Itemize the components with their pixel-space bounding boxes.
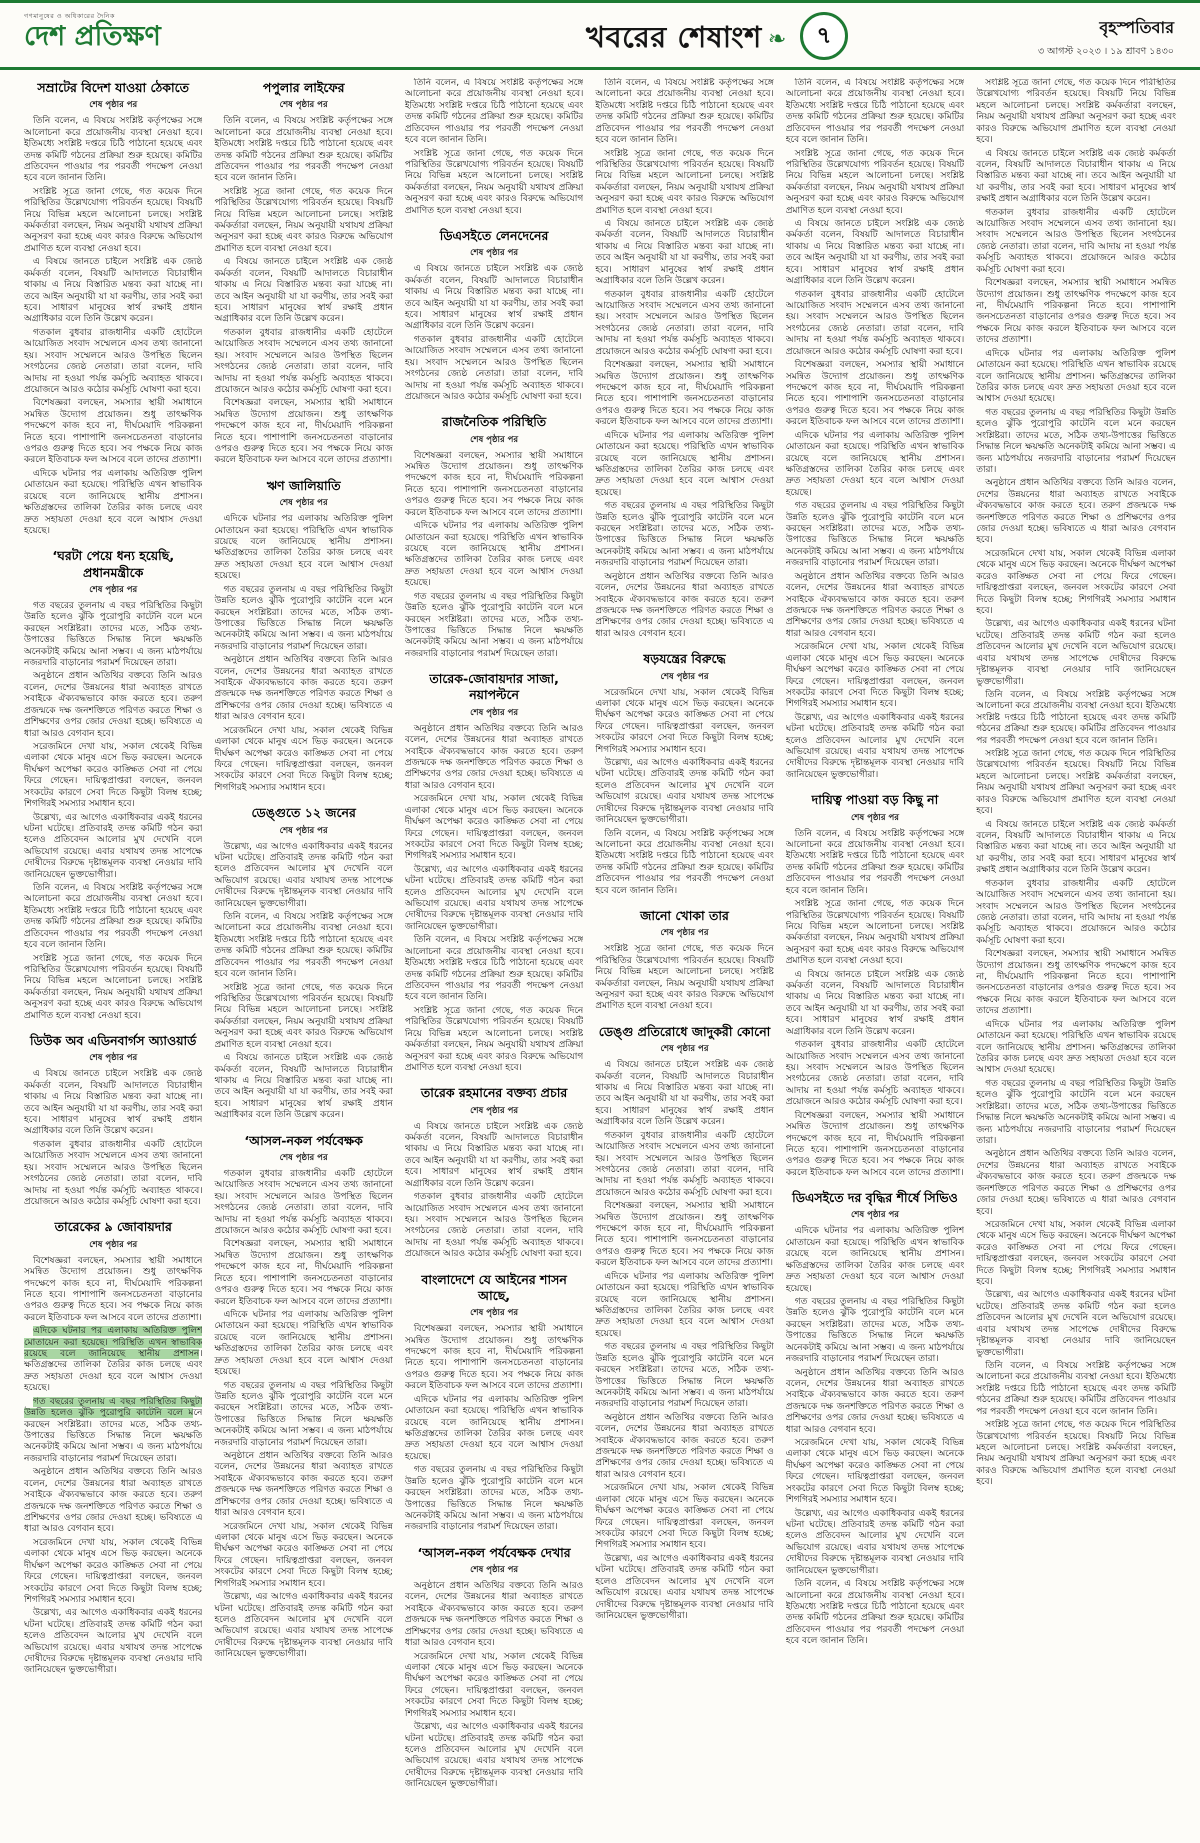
body-text: গতকাল বুধবার রাজধানীর একটি হোটেলে আয়োজিত সংবাদ সম্মেলনে এসব তথ্য জানানো হয়। সংবাদ সম্মেলনে আরও উপস্থিত ছিলেন সংগঠনের জ্যেষ্ঠ নেতারা। তারা বলেন, দাবি আদায় না হওয়া পর্যন্ত কর্মসূচি অব্যাহত থাকবে। প্রয়োজনে আরও কঠোর কর্মসূচি ঘোষণা করা হবে। bbox=[404, 334, 584, 402]
article-section bbox=[595, 651, 773, 897]
paper-tagline: গণমানুষের ও অধিকারের দৈনিক bbox=[24, 12, 115, 20]
body-text: সংশ্লিষ্ট সূত্রে জানা গেছে, গত কয়েক দিনে পরিস্থিতির উল্লেখযোগ্য পরিবর্তন হয়েছে। বিষয়টি নিয়ে বিভিন্ন মহলে আলোচনা চলছে। সংশ্লিষ্ট কর্মকর্তারা বলছেন, নিয়ম অনুযায়ী যথাযথ প্রক্রিয়া অনুসরণ করা হচ্ছে এবং কারও বিরুদ্ধে অভিযোগ প্রমাণিত হলে ব্যবস্থা নেওয়া হবে। bbox=[595, 944, 774, 1012]
news-column bbox=[786, 78, 964, 1830]
body-text: গত বছরের তুলনায় এ বছর পরিস্থিতির কিছুটা উন্নতি হলেও ঝুঁকি পুরোপুরি কাটেনি বলে মনে করছেন সংশ্লিষ্টরা। তাদের মতে, সঠিক তথ্য-উপাত্তের ভিত্তিতে সিদ্ধান্ত নিলে ক্ষয়ক্ষতি অনেকটাই কমিয়ে আনা সম্ভব। এ জন্য মাঠপর্যায়ে নজরদারি বাড়ানোর পরামর্শ দিয়েছেন তারা। bbox=[24, 1396, 203, 1464]
body-text: সরেজমিনে দেখা যায়, সকাল থেকেই বিভিন্ন এলাকা থেকে মানুষ এসে ভিড় করছেন। অনেকে দীর্ঘক্ষণ অপেক্ষা করেও কাঙ্ক্ষিত সেবা না পেয়ে ফিরে গেছেন। দায়িত্বপ্রাপ্তরা বলছেন, জনবল সংকটের কারণে সেবা দিতে কিছুটা বিলম্ব হচ্ছে; শিগগিরই সমস্যার সমাধান হবে। bbox=[976, 548, 1177, 616]
body-text: এদিকে ঘটনার পর এলাকায় অতিরিক্ত পুলিশ মোতায়েন করা হয়েছে। পরিস্থিতি এখন স্বাভাবিক রয়েছে বলে জানিয়েছে স্থানীয় প্রশাসন। ক্ষতিগ্রস্তদের তালিকা তৈরির কাজ চলছে এবং দ্রুত সহায়তা দেওয়া হবে বলে আশ্বাস দেওয়া হয়েছে। bbox=[976, 1019, 1177, 1076]
news-column bbox=[405, 78, 583, 1830]
body-text: গতকাল বুধবার রাজধানীর একটি হোটেলে আয়োজিত সংবাদ সম্মেলনে এসব তথ্য জানানো হয়। সংবাদ সম্মেলনে আরও উপস্থিত ছিলেন সংগঠনের জ্যেষ্ঠ নেতারা। তারা বলেন, দাবি আদায় না হওয়া পর্যন্ত কর্মসূচি অব্যাহত থাকবে। প্রয়োজনে আরও কঠোর কর্মসূচি ঘোষণা করা হবে। bbox=[595, 1130, 774, 1198]
body-text: এ বিষয়ে জানতে চাইলে সংশ্লিষ্ট এক জ্যেষ্ঠ কর্মকর্তা বলেন, বিষয়টি আদালতে বিচারাধীন থাকায় এ নিয়ে বিস্তারিত মন্তব্য করা যাচ্ছে না। তবে আইন অনুযায়ী যা যা করণীয়, তার সবই করা হবে। সাধারণ মানুষের স্বার্থ রক্ষাই প্রধান অগ্রাধিকার বলে তিনি উল্লেখ করেন। bbox=[976, 148, 1177, 205]
body-text: গত বছরের তুলনায় এ বছর পরিস্থিতির কিছুটা উন্নতি হলেও ঝুঁকি পুরোপুরি কাটেনি বলে মনে করছেন সংশ্লিষ্টরা। তাদের মতে, সঠিক তথ্য-উপাত্তের ভিত্তিতে সিদ্ধান্ত নিলে ক্ষয়ক্ষতি অনেকটাই কমিয়ে আনা সম্ভব। এ জন্য মাঠপর্যায়ে নজরদারি বাড়ানোর পরামর্শ দিয়েছেন তারা। bbox=[214, 584, 393, 652]
body-text: এ বিষয়ে জানতে চাইলে সংশ্লিষ্ট এক জ্যেষ্ঠ কর্মকর্তা বলেন, বিষয়টি আদালতে বিচারাধীন থাকায় এ নিয়ে বিস্তারিত মন্তব্য করা যাচ্ছে না। তবে আইন অনুযায়ী যা যা করণীয়, তার সবই করা হবে। সাধারণ মানুষের স্বার্থ রক্ষাই প্রধান অগ্রাধিকার বলে তিনি উল্লেখ করেন। bbox=[785, 969, 965, 1037]
body-text: এদিকে ঘটনার পর এলাকায় অতিরিক্ত পুলিশ মোতায়েন করা হয়েছে। পরিস্থিতি এখন স্বাভাবিক রয়েছে বলে জানিয়েছে স্থানীয় প্রশাসন। ক্ষতিগ্রস্তদের তালিকা তৈরির কাজ চলছে এবং দ্রুত সহায়তা দেওয়া হবে বলে আশ্বাস দেওয়া হয়েছে। bbox=[404, 1394, 584, 1462]
body-text: তিনি বলেন, এ বিষয়ে সংশ্লিষ্ট কর্তৃপক্ষের সঙ্গে আলোচনা করে প্রয়োজনীয় ব্যবস্থা নেওয়া হবে। ইতিমধ্যে সংশ্লিষ্ট দপ্তরে চিঠি পাঠানো হয়েছে এবং তদন্ত কমিটি গঠনের প্রক্রিয়া শুরু হয়েছে। কমিটির প্রতিবেদন পাওয়ার পর পরবর্তী পদক্ষেপ নেওয়া হবে বলে জানান তিনি। bbox=[785, 78, 965, 146]
date-block bbox=[1038, 15, 1174, 60]
news-column bbox=[24, 78, 202, 1830]
body-text: গতকাল বুধবার রাজধানীর একটি হোটেলে আয়োজিত সংবাদ সম্মেলনে এসব তথ্য জানানো হয়। সংবাদ সম্মেলনে আরও উপস্থিত ছিলেন সংগঠনের জ্যেষ্ঠ নেতারা। তারা বলেন, দাবি আদায় না হওয়া পর্যন্ত কর্মসূচি অব্যাহত থাকবে। প্রয়োজনে আরও কঠোর কর্মসূচি ঘোষণা করা হবে। bbox=[24, 1139, 203, 1208]
body-text: তিনি বলেন, এ বিষয়ে সংশ্লিষ্ট কর্তৃপক্ষের সঙ্গে আলোচনা করে প্রয়োজনীয় ব্যবস্থা নেওয়া হবে। ইতিমধ্যে সংশ্লিষ্ট দপ্তরে চিঠি পাঠানো হয়েছে এবং তদন্ত কমিটি গঠনের প্রক্রিয়া শুরু হয়েছে। কমিটির প্রতিবেদন পাওয়ার পর পরবর্তী পদক্ষেপ নেওয়া হবে বলে জানান তিনি। bbox=[404, 78, 584, 146]
body-text: সংশ্লিষ্ট সূত্রে জানা গেছে, গত কয়েক দিনে পরিস্থিতির উল্লেখযোগ্য পরিবর্তন হয়েছে। বিষয়টি নিয়ে বিভিন্ন মহলে আলোচনা চলছে। সংশ্লিষ্ট কর্মকর্তারা বলছেন, নিয়ম অনুযায়ী যথাযথ প্রক্রিয়া অনুসরণ করা হচ্ছে এবং কারও বিরুদ্ধে অভিযোগ প্রমাণিত হলে ব্যবস্থা নেওয়া হবে। bbox=[785, 899, 965, 967]
article-headline: তারেকের ৯ জোবায়দার bbox=[54, 1219, 172, 1235]
news-column bbox=[976, 78, 1176, 1830]
section-title: খবরের শেষাংশ bbox=[586, 20, 762, 54]
article-headline: ‘ঘরটা পেয়ে ধন্য হয়েছি, প্রধানমন্ত্রীকে bbox=[52, 548, 175, 580]
article-section bbox=[214, 1133, 392, 1661]
body-text: গতকাল বুধবার রাজধানীর একটি হোটেলে আয়োজিত সংবাদ সম্মেলনে এসব তথ্য জানানো হয়। সংবাদ সম্মেলনে আরও উপস্থিত ছিলেন সংগঠনের জ্যেষ্ঠ নেতারা। তারা বলেন, দাবি আদায় না হওয়া পর্যন্ত কর্মসূচি অব্যাহত থাকবে। প্রয়োজনে আরও কঠোর কর্মসূচি ঘোষণা করা হবে। bbox=[976, 207, 1177, 275]
body-text: গত বছরের তুলনায় এ বছর পরিস্থিতির কিছুটা উন্নতি হলেও ঝুঁকি পুরোপুরি কাটেনি বলে মনে করছেন সংশ্লিষ্টরা। তাদের মতে, সঠিক তথ্য-উপাত্তের ভিত্তিতে সিদ্ধান্ত নিলে ক্ষয়ক্ষতি অনেকটাই কমিয়ে আনা সম্ভব। এ জন্য মাঠপর্যায়ে নজরদারি বাড়ানোর পরামর্শ দিয়েছেন তারা। bbox=[976, 407, 1177, 475]
continued-from-label: শেষ পৃষ্ঠার পর bbox=[660, 1044, 709, 1055]
article-section bbox=[214, 478, 392, 794]
body-text: এ বিষয়ে জানতে চাইলে সংশ্লিষ্ট এক জ্যেষ্ঠ কর্মকর্তা বলেন, বিষয়টি আদালতে বিচারাধীন থাকায় এ নিয়ে বিস্তারিত মন্তব্য করা যাচ্ছে না। তবে আইন অনুযায়ী যা যা করণীয়, তার সবই করা হবে। সাধারণ মানুষের স্বার্থ রক্ষাই প্রধান অগ্রাধিকার বলে তিনি উল্লেখ করেন। bbox=[404, 264, 584, 332]
continued-from-label: শেষ পৃষ্ঠার পর bbox=[89, 1239, 138, 1250]
continued-from-label: শেষ পৃষ্ঠার পর bbox=[470, 707, 519, 718]
body-text: গত বছরের তুলনায় এ বছর পরিস্থিতির কিছুটা উন্নতি হলেও ঝুঁকি পুরোপুরি কাটেনি বলে মনে করছেন সংশ্লিষ্টরা। তাদের মতে, সঠিক তথ্য-উপাত্তের ভিত্তিতে সিদ্ধান্ত নিলে ক্ষয়ক্ষতি অনেকটাই কমিয়ে আনা সম্ভব। এ জন্য মাঠপর্যায়ে নজরদারি বাড়ানোর পরামর্শ দিয়েছেন তারা। bbox=[785, 1297, 965, 1365]
body-text: সরেজমিনে দেখা যায়, সকাল থেকেই বিভিন্ন এলাকা থেকে মানুষ এসে ভিড় করছেন। অনেকে দীর্ঘক্ষণ অপেক্ষা করেও কাঙ্ক্ষিত সেবা না পেয়ে ফিরে গেছেন। দায়িত্বপ্রাপ্তরা বলছেন, জনবল সংকটের কারণে সেবা দিতে কিছুটা বিলম্ব হচ্ছে; শিগগিরই সমস্যার সমাধান হবে। bbox=[976, 1219, 1177, 1288]
body-text: গত বছরের তুলনায় এ বছর পরিস্থিতির কিছুটা উন্নতি হলেও ঝুঁকি পুরোপুরি কাটেনি বলে মনে করছেন সংশ্লিষ্টরা। তাদের মতে, সঠিক তথ্য-উপাত্তের ভিত্তিতে সিদ্ধান্ত নিলে ক্ষয়ক্ষতি অনেকটাই কমিয়ে আনা সম্ভব। এ জন্য মাঠপর্যায়ে নজরদারি বাড়ানোর পরামর্শ দিয়েছেন তারা। bbox=[595, 501, 774, 569]
body-text: অনুষ্ঠানে প্রধান অতিথির বক্তব্যে তিনি আরও বলেন, দেশের উন্নয়নের ধারা অব্যাহত রাখতে সবাইকে ঐক্যবদ্ধভাবে কাজ করতে হবে। তরুণ প্রজন্মকে দক্ষ জনশক্তিতে পরিণত করতে শিক্ষা ও প্রশিক্ষণের ওপর জোর দেওয়া হচ্ছে। ভবিষ্যতে এ ধারা আরও বেগবান হবে। bbox=[214, 655, 393, 723]
article-headline: ঋণ জালিয়াতি bbox=[266, 477, 341, 493]
article-headline: জানো খোকা তার bbox=[640, 908, 729, 924]
body-text: এ বিষয়ে জানতে চাইলে সংশ্লিষ্ট এক জ্যেষ্ঠ কর্মকর্তা বলেন, বিষয়টি আদালতে বিচারাধীন থাকায় এ নিয়ে বিস্তারিত মন্তব্য করা যাচ্ছে না। তবে আইন অনুযায়ী যা যা করণীয়, তার সবই করা হবে। সাধারণ মানুষের স্বার্থ রক্ষাই প্রধান অগ্রাধিকার বলে তিনি উল্লেখ করেন। bbox=[785, 219, 965, 287]
continued-from-label: শেষ পৃষ্ঠার পর bbox=[850, 812, 899, 823]
body-text: সংশ্লিষ্ট সূত্রে জানা গেছে, গত কয়েক দিনে পরিস্থিতির উল্লেখযোগ্য পরিবর্তন হয়েছে। বিষয়টি নিয়ে বিভিন্ন মহলে আলোচনা চলছে। সংশ্লিষ্ট কর্মকর্তারা বলছেন, নিয়ম অনুযায়ী যথাযথ প্রক্রিয়া অনুসরণ করা হচ্ছে এবং কারও বিরুদ্ধে অভিযোগ প্রমাণিত হলে ব্যবস্থা নেওয়া হবে। bbox=[976, 78, 1177, 146]
body-text: অনুষ্ঠানে প্রধান অতিথির বক্তব্যে তিনি আরও বলেন, দেশের উন্নয়নের ধারা অব্যাহত রাখতে সবাইকে ঐক্যবদ্ধভাবে কাজ করতে হবে। তরুণ প্রজন্মকে দক্ষ জনশক্তিতে পরিণত করতে শিক্ষা ও প্রশিক্ষণের ওপর জোর দেওয়া হচ্ছে। ভবিষ্যতে এ ধারা আরও বেগবান হবে। bbox=[976, 478, 1177, 546]
continued-from-label: শেষ পৃষ্ঠার পর bbox=[89, 100, 138, 111]
body-text: গত বছরের তুলনায় এ বছর পরিস্থিতির কিছুটা উন্নতি হলেও ঝুঁকি পুরোপুরি কাটেনি বলে মনে করছেন সংশ্লিষ্টরা। তাদের মতে, সঠিক তথ্য-উপাত্তের ভিত্তিতে সিদ্ধান্ত নিলে ক্ষয়ক্ষতি অনেকটাই কমিয়ে আনা সম্ভব। এ জন্য মাঠপর্যায়ে নজরদারি বাড়ানোর পরামর্শ দিয়েছেন তারা। bbox=[24, 600, 203, 669]
body-text: এদিকে ঘটনার পর এলাকায় অতিরিক্ত পুলিশ মোতায়েন করা হয়েছে। পরিস্থিতি এখন স্বাভাবিক রয়েছে বলে জানিয়েছে স্থানীয় প্রশাসন। ক্ষতিগ্রস্তদের তালিকা তৈরির কাজ চলছে এবং দ্রুত সহায়তা দেওয়া হবে বলে আশ্বাস দেওয়া হয়েছে। bbox=[595, 430, 774, 498]
article-section bbox=[405, 78, 583, 217]
body-text: বিশেষজ্ঞরা বলছেন, সমস্যার স্থায়ী সমাধানে সমন্বিত উদ্যোগ প্রয়োজন। শুধু তাৎক্ষণিক পদক্ষেপে কাজ হবে না, দীর্ঘমেয়াদি পরিকল্পনা নিতে হবে। পাশাপাশি জনসচেতনতা বাড়ানোর ওপরও গুরুত্ব দিতে হবে। সব পক্ষকে নিয়ে কাজ করলে ইতিবাচক ফল আসবে বলে তাদের প্রত্যাশা। bbox=[214, 1239, 393, 1307]
body-text: সরেজমিনে দেখা যায়, সকাল থেকেই বিভিন্ন এলাকা থেকে মানুষ এসে ভিড় করছেন। অনেকে দীর্ঘক্ষণ অপেক্ষা করেও কাঙ্ক্ষিত সেবা না পেয়ে ফিরে গেছেন। দায়িত্বপ্রাপ্তরা বলছেন, জনবল সংকটের কারণে সেবা দিতে কিছুটা বিলম্ব হচ্ছে; শিগগিরই সমস্যার সমাধান হবে। bbox=[24, 742, 203, 810]
body-text: তিনি বলেন, এ বিষয়ে সংশ্লিষ্ট কর্তৃপক্ষের সঙ্গে আলোচনা করে প্রয়োজনীয় ব্যবস্থা নেওয়া হবে। ইতিমধ্যে সংশ্লিষ্ট দপ্তরে চিঠি পাঠানো হয়েছে এবং তদন্ত কমিটি গঠনের প্রক্রিয়া শুরু হয়েছে। কমিটির প্রতিবেদন পাওয়ার পর পরবর্তী পদক্ষেপ নেওয়া হবে বলে জানান তিনি। bbox=[976, 1360, 1177, 1417]
article-headline: ডিএসইতে লেনদেনের bbox=[439, 228, 549, 244]
article-section bbox=[595, 908, 773, 1013]
continued-from-label: শেষ পৃষ্ঠার পর bbox=[470, 1565, 519, 1576]
article-headline: রাজনৈতিক পরিস্থিতি bbox=[441, 414, 547, 430]
body-text: অনুষ্ঠানে প্রধান অতিথির বক্তব্যে তিনি আরও বলেন, দেশের উন্নয়নের ধারা অব্যাহত রাখতে সবাইকে ঐক্যবদ্ধভাবে কাজ করতে হবে। তরুণ প্রজন্মকে দক্ষ জনশক্তিতে পরিণত করতে শিক্ষা ও প্রশিক্ষণের ওপর জোর দেওয়া হচ্ছে। ভবিষ্যতে এ ধারা আরও বেগবান হবে। bbox=[404, 723, 584, 791]
body-text: এদিকে ঘটনার পর এলাকায় অতিরিক্ত পুলিশ মোতায়েন করা হয়েছে। পরিস্থিতি এখন স্বাভাবিক রয়েছে বলে জানিয়েছে স্থানীয় প্রশাসন। ক্ষতিগ্রস্তদের তালিকা তৈরির কাজ চলছে এবং দ্রুত সহায়তা দেওয়া হবে বলে আশ্বাস দেওয়া হয়েছে। bbox=[214, 1309, 393, 1378]
body-text: এ বিষয়ে জানতে চাইলে সংশ্লিষ্ট এক জ্যেষ্ঠ কর্মকর্তা বলেন, বিষয়টি আদালতে বিচারাধীন থাকায় এ নিয়ে বিস্তারিত মন্তব্য করা যাচ্ছে না। তবে আইন অনুযায়ী যা যা করণীয়, তার সবই করা হবে। সাধারণ মানুষের স্বার্থ রক্ষাই প্রধান অগ্রাধিকার বলে তিনি উল্লেখ করেন। bbox=[214, 257, 393, 325]
body-text: গতকাল বুধবার রাজধানীর একটি হোটেলে আয়োজিত সংবাদ সম্মেলনে এসব তথ্য জানানো হয়। সংবাদ সম্মেলনে আরও উপস্থিত ছিলেন সংগঠনের জ্যেষ্ঠ নেতারা। তারা বলেন, দাবি আদায় না হওয়া পর্যন্ত কর্মসূচি অব্যাহত থাকবে। প্রয়োজনে আরও কঠোর কর্মসূচি ঘোষণা করা হবে। bbox=[214, 327, 393, 395]
continued-from-label: শেষ পৃষ্ঠার পর bbox=[279, 100, 328, 111]
body-text: তিনি বলেন, এ বিষয়ে সংশ্লিষ্ট কর্তৃপক্ষের সঙ্গে আলোচনা করে প্রয়োজনীয় ব্যবস্থা নেওয়া হবে। ইতিমধ্যে সংশ্লিষ্ট দপ্তরে চিঠি পাঠানো হয়েছে এবং তদন্ত কমিটি গঠনের প্রক্রিয়া শুরু হয়েছে। কমিটির প্রতিবেদন পাওয়ার পর পরবর্তী পদক্ষেপ নেওয়া হবে বলে জানান তিনি। bbox=[976, 689, 1177, 746]
body-text: উল্লেখ্য, এর আগেও একাধিকবার একই ধরনের ঘটনা ঘটেছে। প্রতিবারই তদন্ত কমিটি গঠন করা হলেও প্রতিবেদন আলোর মুখ দেখেনি বলে অভিযোগ রয়েছে। এবার যথাযথ তদন্ত সাপেক্ষে দোষীদের বিরুদ্ধে দৃষ্টান্তমূলক ব্যবস্থা নেওয়ার দাবি জানিয়েছেন ভুক্তভোগীরা। bbox=[976, 619, 1177, 687]
article-section bbox=[405, 671, 583, 1074]
body-text: গত বছরের তুলনায় এ বছর পরিস্থিতির কিছুটা উন্নতি হলেও ঝুঁকি পুরোপুরি কাটেনি বলে মনে করছেন সংশ্লিষ্টরা। তাদের মতে, সঠিক তথ্য-উপাত্তের ভিত্তিতে সিদ্ধান্ত নিলে ক্ষয়ক্ষতি অনেকটাই কমিয়ে আনা সম্ভব। এ জন্য মাঠপর্যায়ে নজরদারি বাড়ানোর পরামর্শ দিয়েছেন তারা। bbox=[404, 591, 584, 659]
body-text: তিনি বলেন, এ বিষয়ে সংশ্লিষ্ট কর্তৃপক্ষের সঙ্গে আলোচনা করে প্রয়োজনীয় ব্যবস্থা নেওয়া হবে। ইতিমধ্যে সংশ্লিষ্ট দপ্তরে চিঠি পাঠানো হয়েছে এবং তদন্ত কমিটি গঠনের প্রক্রিয়া শুরু হয়েছে। কমিটির প্রতিবেদন পাওয়ার পর পরবর্তী পদক্ষেপ নেওয়া হবে বলে জানান তিনি। bbox=[785, 1579, 965, 1647]
continued-from-label: শেষ পৃষ্ঠার পর bbox=[89, 584, 138, 595]
body-text: এ বিষয়ে জানতে চাইলে সংশ্লিষ্ট এক জ্যেষ্ঠ কর্মকর্তা বলেন, বিষয়টি আদালতে বিচারাধীন থাকায় এ নিয়ে বিস্তারিত মন্তব্য করা যাচ্ছে না। তবে আইন অনুযায়ী যা যা করণীয়, তার সবই করা হবে। সাধারণ মানুষের স্বার্থ রক্ষাই প্রধান অগ্রাধিকার বলে তিনি উল্লেখ করেন। bbox=[595, 219, 774, 287]
article-section bbox=[405, 228, 583, 403]
body-text: এদিকে ঘটনার পর এলাকায় অতিরিক্ত পুলিশ মোতায়েন করা হয়েছে। পরিস্থিতি এখন স্বাভাবিক রয়েছে বলে জানিয়েছে স্থানীয় প্রশাসন। ক্ষতিগ্রস্তদের তালিকা তৈরির কাজ চলছে এবং দ্রুত সহায়তা দেওয়া হবে বলে আশ্বাস দেওয়া হয়েছে। bbox=[595, 1271, 774, 1339]
body-text: সংশ্লিষ্ট সূত্রে জানা গেছে, গত কয়েক দিনে পরিস্থিতির উল্লেখযোগ্য পরিবর্তন হয়েছে। বিষয়টি নিয়ে বিভিন্ন মহলে আলোচনা চলছে। সংশ্লিষ্ট কর্মকর্তারা বলছেন, নিয়ম অনুযায়ী যথাযথ প্রক্রিয়া অনুসরণ করা হচ্ছে এবং কারও বিরুদ্ধে অভিযোগ প্রমাণিত হলে ব্যবস্থা নেওয়া হবে। bbox=[24, 953, 203, 1021]
body-text: গতকাল বুধবার রাজধানীর একটি হোটেলে আয়োজিত সংবাদ সম্মেলনে এসব তথ্য জানানো হয়। সংবাদ সম্মেলনে আরও উপস্থিত ছিলেন সংগঠনের জ্যেষ্ঠ নেতারা। তারা বলেন, দাবি আদায় না হওয়া পর্যন্ত কর্মসূচি অব্যাহত থাকবে। প্রয়োজনে আরও কঠোর কর্মসূচি ঘোষণা করা হবে। bbox=[214, 1168, 393, 1237]
continued-from-label: শেষ পৃষ্ঠার পর bbox=[279, 825, 328, 836]
article-headline: বাংলাদেশে যে আইনের শাসন আছে, bbox=[421, 1271, 567, 1303]
article-headline: ডিএসইতে দর বৃদ্ধির শীর্ষে সিভিও bbox=[792, 1190, 958, 1206]
body-text: বিশেষজ্ঞরা বলছেন, সমস্যার স্থায়ী সমাধানে সমন্বিত উদ্যোগ প্রয়োজন। শুধু তাৎক্ষণিক পদক্ষেপে কাজ হবে না, দীর্ঘমেয়াদি পরিকল্পনা নিতে হবে। পাশাপাশি জনসচেতনতা বাড়ানোর ওপরও গুরুত্ব দিতে হবে। সব পক্ষকে নিয়ে কাজ করলে ইতিবাচক ফল আসবে বলে তাদের প্রত্যাশা। bbox=[24, 398, 203, 466]
body-text: গত বছরের তুলনায় এ বছর পরিস্থিতির কিছুটা উন্নতি হলেও ঝুঁকি পুরোপুরি কাটেনি বলে মনে করছেন সংশ্লিষ্টরা। তাদের মতে, সঠিক তথ্য-উপাত্তের ভিত্তিতে সিদ্ধান্ত নিলে ক্ষয়ক্ষতি অনেকটাই কমিয়ে আনা সম্ভব। এ জন্য মাঠপর্যায়ে নজরদারি বাড়ানোর পরামর্শ দিয়েছেন তারা। bbox=[214, 1380, 393, 1448]
article-section bbox=[24, 80, 202, 537]
body-text: উল্লেখ্য, এর আগেও একাধিকবার একই ধরনের ঘটনা ঘটেছে। প্রতিবারই তদন্ত কমিটি গঠন করা হলেও প্রতিবেদন আলোর মুখ দেখেনি বলে অভিযোগ রয়েছে। এবার যথাযথ তদন্ত সাপেক্ষে দোষীদের বিরুদ্ধে দৃষ্টান্তমূলক ব্যবস্থা নেওয়ার দাবি জানিয়েছেন ভুক্তভোগীরা। bbox=[976, 1290, 1177, 1358]
body-text: এদিকে ঘটনার পর এলাকায় অতিরিক্ত পুলিশ মোতায়েন করা হয়েছে। পরিস্থিতি এখন স্বাভাবিক রয়েছে বলে জানিয়েছে স্থানীয় প্রশাসন। ক্ষতিগ্রস্তদের তালিকা তৈরির কাজ চলছে এবং দ্রুত সহায়তা দেওয়া হবে বলে আশ্বাস দেওয়া হয়েছে। bbox=[785, 1226, 965, 1294]
body-text: তিনি বলেন, এ বিষয়ে সংশ্লিষ্ট কর্তৃপক্ষের সঙ্গে আলোচনা করে প্রয়োজনীয় ব্যবস্থা নেওয়া হবে। ইতিমধ্যে সংশ্লিষ্ট দপ্তরে চিঠি পাঠানো হয়েছে এবং তদন্ত কমিটি গঠনের প্রক্রিয়া শুরু হয়েছে। কমিটির প্রতিবেদন পাওয়ার পর পরবর্তী পদক্ষেপ নেওয়া হবে বলে জানান তিনি। bbox=[24, 883, 203, 951]
body-text: এ বিষয়ে জানতে চাইলে সংশ্লিষ্ট এক জ্যেষ্ঠ কর্মকর্তা বলেন, বিষয়টি আদালতে বিচারাধীন থাকায় এ নিয়ে বিস্তারিত মন্তব্য করা যাচ্ছে না। তবে আইন অনুযায়ী যা যা করণীয়, তার সবই করা হবে। সাধারণ মানুষের স্বার্থ রক্ষাই প্রধান অগ্রাধিকার বলে তিনি উল্লেখ করেন। bbox=[24, 257, 203, 325]
body-text: বিশেষজ্ঞরা বলছেন, সমস্যার স্থায়ী সমাধানে সমন্বিত উদ্যোগ প্রয়োজন। শুধু তাৎক্ষণিক পদক্ষেপে কাজ হবে না, দীর্ঘমেয়াদি পরিকল্পনা নিতে হবে। পাশাপাশি জনসচেতনতা বাড়ানোর ওপরও গুরুত্ব দিতে হবে। সব পক্ষকে নিয়ে কাজ করলে ইতিবাচক ফল আসবে বলে তাদের প্রত্যাশা। bbox=[785, 1110, 965, 1178]
body-text: উল্লেখ্য, এর আগেও একাধিকবার একই ধরনের ঘটনা ঘটেছে। প্রতিবারই তদন্ত কমিটি গঠন করা হলেও প্রতিবেদন আলোর মুখ দেখেনি বলে অভিযোগ রয়েছে। এবার যথাযথ তদন্ত সাপেক্ষে দোষীদের বিরুদ্ধে দৃষ্টান্তমূলক ব্যবস্থা নেওয়ার দাবি জানিয়েছেন ভুক্তভোগীরা। bbox=[404, 1722, 584, 1790]
body-text: সংশ্লিষ্ট সূত্রে জানা গেছে, গত কয়েক দিনে পরিস্থিতির উল্লেখযোগ্য পরিবর্তন হয়েছে। বিষয়টি নিয়ে বিভিন্ন মহলে আলোচনা চলছে। সংশ্লিষ্ট কর্মকর্তারা বলছেন, নিয়ম অনুযায়ী যথাযথ প্রক্রিয়া অনুসরণ করা হচ্ছে এবং কারও বিরুদ্ধে অভিযোগ প্রমাণিত হলে ব্যবস্থা নেওয়া হবে। bbox=[24, 186, 203, 254]
body-text: বিশেষজ্ঞরা বলছেন, সমস্যার স্থায়ী সমাধানে সমন্বিত উদ্যোগ প্রয়োজন। শুধু তাৎক্ষণিক পদক্ষেপে কাজ হবে না, দীর্ঘমেয়াদি পরিকল্পনা নিতে হবে। পাশাপাশি জনসচেতনতা বাড়ানোর ওপরও গুরুত্ব দিতে হবে। সব পক্ষকে নিয়ে কাজ করলে ইতিবাচক ফল আসবে বলে তাদের প্রত্যাশা। bbox=[595, 360, 774, 428]
body-text: বিশেষজ্ঞরা বলছেন, সমস্যার স্থায়ী সমাধানে সমন্বিত উদ্যোগ প্রয়োজন। শুধু তাৎক্ষণিক পদক্ষেপে কাজ হবে না, দীর্ঘমেয়াদি পরিকল্পনা নিতে হবে। পাশাপাশি জনসচেতনতা বাড়ানোর ওপরও গুরুত্ব দিতে হবে। সব পক্ষকে নিয়ে কাজ করলে ইতিবাচক ফল আসবে বলে তাদের প্রত্যাশা। bbox=[976, 949, 1177, 1017]
body-text: এদিকে ঘটনার পর এলাকায় অতিরিক্ত পুলিশ মোতায়েন করা হয়েছে। পরিস্থিতি এখন স্বাভাবিক রয়েছে বলে জানিয়েছে স্থানীয় প্রশাসন। ক্ষতিগ্রস্তদের তালিকা তৈরির কাজ চলছে এবং দ্রুত সহায়তা দেওয়া হবে বলে আশ্বাস দেওয়া হয়েছে। bbox=[24, 1326, 203, 1394]
body-text: সংশ্লিষ্ট সূত্রে জানা গেছে, গত কয়েক দিনে পরিস্থিতির উল্লেখযোগ্য পরিবর্তন হয়েছে। বিষয়টি নিয়ে বিভিন্ন মহলে আলোচনা চলছে। সংশ্লিষ্ট কর্মকর্তারা বলছেন, নিয়ম অনুযায়ী যথাযথ প্রক্রিয়া অনুসরণ করা হচ্ছে এবং কারও বিরুদ্ধে অভিযোগ প্রমাণিত হলে ব্যবস্থা নেওয়া হবে। bbox=[214, 982, 393, 1050]
body-text: তিনি বলেন, এ বিষয়ে সংশ্লিষ্ট কর্তৃপক্ষের সঙ্গে আলোচনা করে প্রয়োজনীয় ব্যবস্থা নেওয়া হবে। ইতিমধ্যে সংশ্লিষ্ট দপ্তরে চিঠি পাঠানো হয়েছে এবং তদন্ত কমিটি গঠনের প্রক্রিয়া শুরু হয়েছে। কমিটির প্রতিবেদন পাওয়ার পর পরবর্তী পদক্ষেপ নেওয়া হবে বলে জানান তিনি। bbox=[785, 828, 965, 896]
body-text: উল্লেখ্য, এর আগেও একাধিকবার একই ধরনের ঘটনা ঘটেছে। প্রতিবারই তদন্ত কমিটি গঠন করা হলেও প্রতিবেদন আলোর মুখ দেখেনি বলে অভিযোগ রয়েছে। এবার যথাযথ তদন্ত সাপেক্ষে দোষীদের বিরুদ্ধে দৃষ্টান্তমূলক ব্যবস্থা নেওয়ার দাবি জানিয়েছেন ভুক্তভোগীরা। bbox=[404, 864, 584, 932]
article-headline: দায়িত্ব পাওয়া বড় কিছু না bbox=[811, 792, 939, 808]
body-text: সংশ্লিষ্ট সূত্রে জানা গেছে, গত কয়েক দিনে পরিস্থিতির উল্লেখযোগ্য পরিবর্তন হয়েছে। বিষয়টি নিয়ে বিভিন্ন মহলে আলোচনা চলছে। সংশ্লিষ্ট কর্মকর্তারা বলছেন, নিয়ম অনুযায়ী যথাযথ প্রক্রিয়া অনুসরণ করা হচ্ছে এবং কারও বিরুদ্ধে অভিযোগ প্রমাণিত হলে ব্যবস্থা নেওয়া হবে। bbox=[595, 148, 774, 216]
body-text: সরেজমিনে দেখা যায়, সকাল থেকেই বিভিন্ন এলাকা থেকে মানুষ এসে ভিড় করছেন। অনেকে দীর্ঘক্ষণ অপেক্ষা করেও কাঙ্ক্ষিত সেবা না পেয়ে ফিরে গেছেন। দায়িত্বপ্রাপ্তরা বলছেন, জনবল সংকটের কারণে সেবা দিতে কিছুটা বিলম্ব হচ্ছে; শিগগিরই সমস্যার সমাধান হবে। bbox=[24, 1537, 203, 1605]
body-text: এ বিষয়ে জানতে চাইলে সংশ্লিষ্ট এক জ্যেষ্ঠ কর্মকর্তা বলেন, বিষয়টি আদালতে বিচারাধীন থাকায় এ নিয়ে বিস্তারিত মন্তব্য করা যাচ্ছে না। তবে আইন অনুযায়ী যা যা করণীয়, তার সবই করা হবে। সাধারণ মানুষের স্বার্থ রক্ষাই প্রধান অগ্রাধিকার বলে তিনি উল্লেখ করেন। bbox=[976, 819, 1177, 876]
body-text: সংশ্লিষ্ট সূত্রে জানা গেছে, গত কয়েক দিনে পরিস্থিতির উল্লেখযোগ্য পরিবর্তন হয়েছে। বিষয়টি নিয়ে বিভিন্ন মহলে আলোচনা চলছে। সংশ্লিষ্ট কর্মকর্তারা বলছেন, নিয়ম অনুযায়ী যথাযথ প্রক্রিয়া অনুসরণ করা হচ্ছে এবং কারও বিরুদ্ধে অভিযোগ প্রমাণিত হলে ব্যবস্থা নেওয়া হবে। bbox=[404, 148, 584, 216]
body-text: সংশ্লিষ্ট সূত্রে জানা গেছে, গত কয়েক দিনে পরিস্থিতির উল্লেখযোগ্য পরিবর্তন হয়েছে। বিষয়টি নিয়ে বিভিন্ন মহলে আলোচনা চলছে। সংশ্লিষ্ট কর্মকর্তারা বলছেন, নিয়ম অনুযায়ী যথাযথ প্রক্রিয়া অনুসরণ করা হচ্ছে এবং কারও বিরুদ্ধে অভিযোগ প্রমাণিত হলে ব্যবস্থা নেওয়া হবে। bbox=[785, 148, 965, 216]
article-section bbox=[786, 792, 964, 1179]
body-text: গতকাল বুধবার রাজধানীর একটি হোটেলে আয়োজিত সংবাদ সম্মেলনে এসব তথ্য জানানো হয়। সংবাদ সম্মেলনে আরও উপস্থিত ছিলেন সংগঠনের জ্যেষ্ঠ নেতারা। তারা বলেন, দাবি আদায় না হওয়া পর্যন্ত কর্মসূচি অব্যাহত থাকবে। প্রয়োজনে আরও কঠোর কর্মসূচি ঘোষণা করা হবে। bbox=[785, 289, 965, 357]
body-text: এদিকে ঘটনার পর এলাকায় অতিরিক্ত পুলিশ মোতায়েন করা হয়েছে। পরিস্থিতি এখন স্বাভাবিক রয়েছে বলে জানিয়েছে স্থানীয় প্রশাসন। ক্ষতিগ্রস্তদের তালিকা তৈরির কাজ চলছে এবং দ্রুত সহায়তা দেওয়া হবে বলে আশ্বাস দেওয়া হয়েছে। bbox=[404, 521, 584, 589]
body-text: অনুষ্ঠানে প্রধান অতিথির বক্তব্যে তিনি আরও বলেন, দেশের উন্নয়নের ধারা অব্যাহত রাখতে সবাইকে ঐক্যবদ্ধভাবে কাজ করতে হবে। তরুণ প্রজন্মকে দক্ষ জনশক্তিতে পরিণত করতে শিক্ষা ও প্রশিক্ষণের ওপর জোর দেওয়া হচ্ছে। ভবিষ্যতে এ ধারা আরও বেগবান হবে। bbox=[785, 571, 965, 639]
body-text: তিনি বলেন, এ বিষয়ে সংশ্লিষ্ট কর্তৃপক্ষের সঙ্গে আলোচনা করে প্রয়োজনীয় ব্যবস্থা নেওয়া হবে। ইতিমধ্যে সংশ্লিষ্ট দপ্তরে চিঠি পাঠানো হয়েছে এবং তদন্ত কমিটি গঠনের প্রক্রিয়া শুরু হয়েছে। কমিটির প্রতিবেদন পাওয়ার পর পরবর্তী পদক্ষেপ নেওয়া হবে বলে জানান তিনি। bbox=[24, 116, 203, 184]
section-title-block bbox=[586, 15, 786, 64]
article-section bbox=[976, 78, 1176, 1489]
columns bbox=[0, 70, 1200, 1830]
highlighted-text: গত বছরের তুলনায় এ বছর পরিস্থিতির কিছুটা উন্নতি হলেও ঝুঁকি পুরোপুরি কাটেনি বলে ম bbox=[24, 1396, 203, 1419]
date-line: ৩ আগস্ট ২০২৩ । ১৯ শ্রাবণ ১৪৩০ bbox=[1037, 46, 1174, 57]
article-headline: ‘আসল-নকল পর্যবেক্ষক bbox=[244, 1132, 363, 1148]
continued-from-label: শেষ পৃষ্ঠার পর bbox=[279, 498, 328, 509]
continued-from-label: শেষ পৃষ্ঠার পর bbox=[470, 434, 519, 445]
body-text: সরেজমিনে দেখা যায়, সকাল থেকেই বিভিন্ন এলাকা থেকে মানুষ এসে ভিড় করছেন। অনেকে দীর্ঘক্ষণ অপেক্ষা করেও কাঙ্ক্ষিত সেবা না পেয়ে ফিরে গেছেন। দায়িত্বপ্রাপ্তরা বলছেন, জনবল সংকটের কারণে সেবা দিতে কিছুটা বিলম্ব হচ্ছে; শিগগিরই সমস্যার সমাধান হবে। bbox=[595, 687, 774, 755]
body-text: অনুষ্ঠানে প্রধান অতিথির বক্তব্যে তিনি আরও বলেন, দেশের উন্নয়নের ধারা অব্যাহত রাখতে সবাইকে ঐক্যবদ্ধভাবে কাজ করতে হবে। তরুণ প্রজন্মকে দক্ষ জনশক্তিতে পরিণত করতে শিক্ষা ও প্রশিক্ষণের ওপর জোর দেওয়া হচ্ছে। ভবিষ্যতে এ ধারা আরও বেগবান হবে। bbox=[404, 1581, 584, 1649]
article-section bbox=[786, 1190, 964, 1647]
body-text: সরেজমিনে দেখা যায়, সকাল থেকেই বিভিন্ন এলাকা থেকে মানুষ এসে ভিড় করছেন। অনেকে দীর্ঘক্ষণ অপেক্ষা করেও কাঙ্ক্ষিত সেবা না পেয়ে ফিরে গেছেন। দায়িত্বপ্রাপ্তরা বলছেন, জনবল সংকটের কারণে সেবা দিতে কিছুটা বিলম্ব হচ্ছে; শিগগিরই সমস্যার সমাধান হবে। bbox=[214, 725, 393, 793]
article-section bbox=[405, 414, 583, 660]
body-text: গত বছরের তুলনায় এ বছর পরিস্থিতির কিছুটা উন্নতি হলেও ঝুঁকি পুরোপুরি কাটেনি বলে মনে করছেন সংশ্লিষ্টরা। তাদের মতে, সঠিক তথ্য-উপাত্তের ভিত্তিতে সিদ্ধান্ত নিলে ক্ষয়ক্ষতি অনেকটাই কমিয়ে আনা সম্ভব। এ জন্য মাঠপর্যায়ে নজরদারি বাড়ানোর পরামর্শ দিয়েছেন তারা। bbox=[785, 501, 965, 569]
body-text: গতকাল বুধবার রাজধানীর একটি হোটেলে আয়োজিত সংবাদ সম্মেলনে এসব তথ্য জানানো হয়। সংবাদ সম্মেলনে আরও উপস্থিত ছিলেন সংগঠনের জ্যেষ্ঠ নেতারা। তারা বলেন, দাবি আদায় না হওয়া পর্যন্ত কর্মসূচি অব্যাহত থাকবে। প্রয়োজনে আরও কঠোর কর্মসূচি ঘোষণা করা হবে। bbox=[404, 1192, 584, 1260]
page-number: ৭ bbox=[816, 22, 832, 49]
body-text: উল্লেখ্য, এর আগেও একাধিকবার একই ধরনের ঘটনা ঘটেছে। প্রতিবারই তদন্ত কমিটি গঠন করা হলেও প্রতিবেদন আলোর মুখ দেখেনি বলে অভিযোগ রয়েছে। এবার যথাযথ তদন্ত সাপেক্ষে দোষীদের বিরুদ্ধে দৃষ্টান্তমূলক ব্যবস্থা নেওয়ার দাবি জানিয়েছেন ভুক্তভোগীরা। bbox=[595, 1553, 774, 1621]
body-text: তিনি বলেন, এ বিষয়ে সংশ্লিষ্ট কর্তৃপক্ষের সঙ্গে আলোচনা করে প্রয়োজনীয় ব্যবস্থা নেওয়া হবে। ইতিমধ্যে সংশ্লিষ্ট দপ্তরে চিঠি পাঠানো হয়েছে এবং তদন্ত কমিটি গঠনের প্রক্রিয়া শুরু হয়েছে। কমিটির প্রতিবেদন পাওয়ার পর পরবর্তী পদক্ষেপ নেওয়া হবে বলে জানান তিনি। bbox=[595, 828, 774, 896]
article-section bbox=[786, 78, 964, 781]
continued-from-label: শেষ পৃষ্ঠার পর bbox=[279, 1152, 328, 1163]
article-headline: ‘আসল-নকল পর্যবেক্ষক দেখার bbox=[417, 1544, 571, 1560]
body-text: তিনি বলেন, এ বিষয়ে সংশ্লিষ্ট কর্তৃপক্ষের সঙ্গে আলোচনা করে প্রয়োজনীয় ব্যবস্থা নেওয়া হবে। ইতিমধ্যে সংশ্লিষ্ট দপ্তরে চিঠি পাঠানো হয়েছে এবং তদন্ত কমিটি গঠনের প্রক্রিয়া শুরু হয়েছে। কমিটির প্রতিবেদন পাওয়ার পর পরবর্তী পদক্ষেপ নেওয়া হবে বলে জানান তিনি। bbox=[214, 116, 393, 184]
body-text: গত বছরের তুলনায় এ বছর পরিস্থিতির কিছুটা উন্নতি হলেও ঝুঁকি পুরোপুরি কাটেনি বলে মনে করছেন সংশ্লিষ্টরা। তাদের মতে, সঠিক তথ্য-উপাত্তের ভিত্তিতে সিদ্ধান্ত নিলে ক্ষয়ক্ষতি অনেকটাই কমিয়ে আনা সম্ভব। এ জন্য মাঠপর্যায়ে নজরদারি বাড়ানোর পরামর্শ দিয়েছেন তারা। bbox=[404, 1465, 584, 1533]
body-text: উল্লেখ্য, এর আগেও একাধিকবার একই ধরনের ঘটনা ঘটেছে। প্রতিবারই তদন্ত কমিটি গঠন করা হলেও প্রতিবেদন আলোর মুখ দেখেনি বলে অভিযোগ রয়েছে। এবার যথাযথ তদন্ত সাপেক্ষে দোষীদের বিরুদ্ধে দৃষ্টান্তমূলক ব্যবস্থা নেওয়ার দাবি জানিয়েছেন ভুক্তভোগীরা। bbox=[24, 812, 203, 880]
body-text: গতকাল বুধবার রাজধানীর একটি হোটেলে আয়োজিত সংবাদ সম্মেলনে এসব তথ্য জানানো হয়। সংবাদ সম্মেলনে আরও উপস্থিত ছিলেন সংগঠনের জ্যেষ্ঠ নেতারা। তারা বলেন, দাবি আদায় না হওয়া পর্যন্ত কর্মসূচি অব্যাহত থাকবে। প্রয়োজনে আরও কঠোর কর্মসূচি ঘোষণা করা হবে। bbox=[595, 289, 774, 357]
weekday-label: বৃহস্পতিবার bbox=[1099, 18, 1174, 37]
article-section bbox=[595, 1024, 773, 1623]
body-text: গতকাল বুধবার রাজধানীর একটি হোটেলে আয়োজিত সংবাদ সম্মেলনে এসব তথ্য জানানো হয়। সংবাদ সম্মেলনে আরও উপস্থিত ছিলেন সংগঠনের জ্যেষ্ঠ নেতারা। তারা বলেন, দাবি আদায় না হওয়া পর্যন্ত কর্মসূচি অব্যাহত থাকবে। প্রয়োজনে আরও কঠোর কর্মসূচি ঘোষণা করা হবে। bbox=[785, 1040, 965, 1108]
body-text: তিনি বলেন, এ বিষয়ে সংশ্লিষ্ট কর্তৃপক্ষের সঙ্গে আলোচনা করে প্রয়োজনীয় ব্যবস্থা নেওয়া হবে। ইতিমধ্যে সংশ্লিষ্ট দপ্তরে চিঠি পাঠানো হয়েছে এবং তদন্ত কমিটি গঠনের প্রক্রিয়া শুরু হয়েছে। কমিটির প্রতিবেদন পাওয়ার পর পরবর্তী পদক্ষেপ নেওয়া হবে বলে জানান তিনি। bbox=[595, 78, 774, 146]
article-section bbox=[595, 78, 773, 640]
body-text: সংশ্লিষ্ট সূত্রে জানা গেছে, গত কয়েক দিনে পরিস্থিতির উল্লেখযোগ্য পরিবর্তন হয়েছে। বিষয়টি নিয়ে বিভিন্ন মহলে আলোচনা চলছে। সংশ্লিষ্ট কর্মকর্তারা বলছেন, নিয়ম অনুযায়ী যথাযথ প্রক্রিয়া অনুসরণ করা হচ্ছে এবং কারও বিরুদ্ধে অভিযোগ প্রমাণিত হলে ব্যবস্থা নেওয়া হবে। bbox=[404, 1005, 584, 1073]
body-text: সংশ্লিষ্ট সূত্রে জানা গেছে, গত কয়েক দিনে পরিস্থিতির উল্লেখযোগ্য পরিবর্তন হয়েছে। বিষয়টি নিয়ে বিভিন্ন মহলে আলোচনা চলছে। সংশ্লিষ্ট কর্মকর্তারা বলছেন, নিয়ম অনুযায়ী যথাযথ প্রক্রিয়া অনুসরণ করা হচ্ছে এবং কারও বিরুদ্ধে অভিযোগ প্রমাণিত হলে ব্যবস্থা নেওয়া হবে। bbox=[976, 1420, 1177, 1488]
body-text: অনুষ্ঠানে প্রধান অতিথির বক্তব্যে তিনি আরও বলেন, দেশের উন্নয়নের ধারা অব্যাহত রাখতে সবাইকে ঐক্যবদ্ধভাবে কাজ করতে হবে। তরুণ প্রজন্মকে দক্ষ জনশক্তিতে পরিণত করতে শিক্ষা ও প্রশিক্ষণের ওপর জোর দেওয়া হচ্ছে। ভবিষ্যতে এ ধারা আরও বেগবান হবে। bbox=[214, 1451, 393, 1519]
body-text: বিশেষজ্ঞরা বলছেন, সমস্যার স্থায়ী সমাধানে সমন্বিত উদ্যোগ প্রয়োজন। শুধু তাৎক্ষণিক পদক্ষেপে কাজ হবে না, দীর্ঘমেয়াদি পরিকল্পনা নিতে হবে। পাশাপাশি জনসচেতনতা বাড়ানোর ওপরও গুরুত্ব দিতে হবে। সব পক্ষকে নিয়ে কাজ করলে ইতিবাচক ফল আসবে বলে তাদের প্রত্যাশা। bbox=[214, 398, 393, 466]
leaf-icon: ❧ bbox=[767, 27, 787, 52]
article-headline: তারেক-জোবায়দার সাজা, নয়াপল্টনে bbox=[429, 671, 559, 703]
article-section bbox=[405, 1085, 583, 1260]
masthead bbox=[0, 3, 1200, 67]
article-section bbox=[214, 80, 392, 467]
body-text: অনুষ্ঠানে প্রধান অতিথির বক্তব্যে তিনি আরও বলেন, দেশের উন্নয়নের ধারা অব্যাহত রাখতে সবাইকে ঐক্যবদ্ধভাবে কাজ করতে হবে। তরুণ প্রজন্মকে দক্ষ জনশক্তিতে পরিণত করতে শিক্ষা ও প্রশিক্ষণের ওপর জোর দেওয়া হচ্ছে। ভবিষ্যতে এ ধারা আরও বেগবান হবে। bbox=[976, 1149, 1177, 1217]
article-section bbox=[214, 805, 392, 1121]
article-headline: ডেঙ্গু প্রতিরোধে জাদুকরী কোনো bbox=[598, 1023, 771, 1039]
body-text: সরেজমিনে দেখা যায়, সকাল থেকেই বিভিন্ন এলাকা থেকে মানুষ এসে ভিড় করছেন। অনেকে দীর্ঘক্ষণ অপেক্ষা করেও কাঙ্ক্ষিত সেবা না পেয়ে ফিরে গেছেন। দায়িত্বপ্রাপ্তরা বলছেন, জনবল সংকটের কারণে সেবা দিতে কিছুটা বিলম্ব হচ্ছে; শিগগিরই সমস্যার সমাধান হবে। bbox=[595, 1483, 774, 1551]
body-text: গতকাল বুধবার রাজধানীর একটি হোটেলে আয়োজিত সংবাদ সম্মেলনে এসব তথ্য জানানো হয়। সংবাদ সম্মেলনে আরও উপস্থিত ছিলেন সংগঠনের জ্যেষ্ঠ নেতারা। তারা বলেন, দাবি আদায় না হওয়া পর্যন্ত কর্মসূচি অব্যাহত থাকবে। প্রয়োজনে আরও কঠোর কর্মসূচি ঘোষণা করা হবে। bbox=[976, 878, 1177, 946]
body-text: সরেজমিনে দেখা যায়, সকাল থেকেই বিভিন্ন এলাকা থেকে মানুষ এসে ভিড় করছেন। অনেকে দীর্ঘক্ষণ অপেক্ষা করেও কাঙ্ক্ষিত সেবা না পেয়ে ফিরে গেছেন। দায়িত্বপ্রাপ্তরা বলছেন, জনবল সংকটের কারণে সেবা দিতে কিছুটা বিলম্ব হচ্ছে; শিগগিরই সমস্যার সমাধান হবে। bbox=[785, 642, 965, 710]
body-text: অনুষ্ঠানে প্রধান অতিথির বক্তব্যে তিনি আরও বলেন, দেশের উন্নয়নের ধারা অব্যাহত রাখতে সবাইকে ঐক্যবদ্ধভাবে কাজ করতে হবে। তরুণ প্রজন্মকে দক্ষ জনশক্তিতে পরিণত করতে শিক্ষা ও প্রশিক্ষণের ওপর জোর দেওয়া হচ্ছে। ভবিষ্যতে এ ধারা আরও বেগবান হবে। bbox=[24, 671, 203, 739]
article-section bbox=[24, 1033, 202, 1208]
body-text: বিশেষজ্ঞরা বলছেন, সমস্যার স্থায়ী সমাধানে সমন্বিত উদ্যোগ প্রয়োজন। শুধু তাৎক্ষণিক পদক্ষেপে কাজ হবে না, দীর্ঘমেয়াদি পরিকল্পনা নিতে হবে। পাশাপাশি জনসচেতনতা বাড়ানোর ওপরও গুরুত্ব দিতে হবে। সব পক্ষকে নিয়ে কাজ করলে ইতিবাচক ফল আসবে বলে তাদের প্রত্যাশা। bbox=[24, 1255, 203, 1323]
continued-from-label: শেষ পৃষ্ঠার পর bbox=[470, 248, 519, 259]
body-text: সরেজমিনে দেখা যায়, সকাল থেকেই বিভিন্ন এলাকা থেকে মানুষ এসে ভিড় করছেন। অনেকে দীর্ঘক্ষণ অপেক্ষা করেও কাঙ্ক্ষিত সেবা না পেয়ে ফিরে গেছেন। দায়িত্বপ্রাপ্তরা বলছেন, জনবল সংকটের কারণে সেবা দিতে কিছুটা বিলম্ব হচ্ছে; শিগগিরই সমস্যার সমাধান হবে। bbox=[404, 794, 584, 862]
body-text: উল্লেখ্য, এর আগেও একাধিকবার একই ধরনের ঘটনা ঘটেছে। প্রতিবারই তদন্ত কমিটি গঠন করা হলেও প্রতিবেদন আলোর মুখ দেখেনি বলে অভিযোগ রয়েছে। এবার যথাযথ তদন্ত সাপেক্ষে দোষীদের বিরুদ্ধে দৃষ্টান্তমূলক ব্যবস্থা নেওয়ার দাবি জানিয়েছেন ভুক্তভোগীরা। bbox=[785, 712, 965, 780]
continued-from-label: শেষ পৃষ্ঠার পর bbox=[850, 1210, 899, 1221]
body-text: এদিকে ঘটনার পর এলাকায় অতিরিক্ত পুলিশ মোতায়েন করা হয়েছে। পরিস্থিতি এখন স্বাভাবিক রয়েছে বলে জানিয়েছে স্থানীয় প্রশাসন। ক্ষতিগ্রস্তদের তালিকা তৈরির কাজ চলছে এবং দ্রুত সহায়তা দেওয়া হবে বলে আশ্বাস দেওয়া হয়েছে। bbox=[785, 430, 965, 498]
article-headline: ষড়যন্ত্রের বিরুদ্ধে bbox=[643, 651, 726, 667]
body-text: সংশ্লিষ্ট সূত্রে জানা গেছে, গত কয়েক দিনে পরিস্থিতির উল্লেখযোগ্য পরিবর্তন হয়েছে। বিষয়টি নিয়ে বিভিন্ন মহলে আলোচনা চলছে। সংশ্লিষ্ট কর্মকর্তারা বলছেন, নিয়ম অনুযায়ী যথাযথ প্রক্রিয়া অনুসরণ করা হচ্ছে এবং কারও বিরুদ্ধে অভিযোগ প্রমাণিত হলে ব্যবস্থা নেওয়া হবে। bbox=[976, 749, 1177, 817]
highlighted-text: এদিকে ঘটনার পর এলাকায় অতিরিক্ত পুলিশ মোতায়েন করা হয়েছে। পরিস্থিতি এখন স্বাভাবিক রয়েছে বলে জানিয়েছে স্থানীয় প্রশাসন bbox=[24, 1326, 203, 1360]
news-column bbox=[214, 78, 392, 1830]
article-headline: ডিউক অব এডিনবার্গস অ্যাওয়ার্ড bbox=[30, 1033, 197, 1049]
article-section bbox=[405, 1272, 583, 1534]
page-number-badge bbox=[800, 12, 848, 60]
body-text: এ বিষয়ে জানতে চাইলে সংশ্লিষ্ট এক জ্যেষ্ঠ কর্মকর্তা বলেন, বিষয়টি আদালতে বিচারাধীন থাকায় এ নিয়ে বিস্তারিত মন্তব্য করা যাচ্ছে না। তবে আইন অনুযায়ী যা যা করণীয়, তার সবই করা হবে। সাধারণ মানুষের স্বার্থ রক্ষাই প্রধান অগ্রাধিকার বলে তিনি উল্লেখ করেন। bbox=[595, 1060, 774, 1128]
body-text: বিশেষজ্ঞরা বলছেন, সমস্যার স্থায়ী সমাধানে সমন্বিত উদ্যোগ প্রয়োজন। শুধু তাৎক্ষণিক পদক্ষেপে কাজ হবে না, দীর্ঘমেয়াদি পরিকল্পনা নিতে হবে। পাশাপাশি জনসচেতনতা বাড়ানোর ওপরও গুরুত্ব দিতে হবে। সব পক্ষকে নিয়ে কাজ করলে ইতিবাচক ফল আসবে বলে তাদের প্রত্যাশা। bbox=[404, 1324, 584, 1392]
article-section bbox=[405, 1545, 583, 1791]
body-text: অনুষ্ঠানে প্রধান অতিথির বক্তব্যে তিনি আরও বলেন, দেশের উন্নয়নের ধারা অব্যাহত রাখতে সবাইকে ঐক্যবদ্ধভাবে কাজ করতে হবে। তরুণ প্রজন্মকে দক্ষ জনশক্তিতে পরিণত করতে শিক্ষা ও প্রশিক্ষণের ওপর জোর দেওয়া হচ্ছে। ভবিষ্যতে এ ধারা আরও বেগবান হবে। bbox=[595, 571, 774, 639]
news-column bbox=[595, 78, 773, 1830]
body-text: উল্লেখ্য, এর আগেও একাধিকবার একই ধরনের ঘটনা ঘটেছে। প্রতিবারই তদন্ত কমিটি গঠন করা হলেও প্রতিবেদন আলোর মুখ দেখেনি বলে অভিযোগ রয়েছে। এবার যথাযথ তদন্ত সাপেক্ষে দোষীদের বিরুদ্ধে দৃষ্টান্তমূলক ব্যবস্থা নেওয়ার দাবি জানিয়েছেন ভুক্তভোগীরা। bbox=[214, 1592, 393, 1660]
body-text: বিশেষজ্ঞরা বলছেন, সমস্যার স্থায়ী সমাধানে সমন্বিত উদ্যোগ প্রয়োজন। শুধু তাৎক্ষণিক পদক্ষেপে কাজ হবে না, দীর্ঘমেয়াদি পরিকল্পনা নিতে হবে। পাশাপাশি জনসচেতনতা বাড়ানোর ওপরও গুরুত্ব দিতে হবে। সব পক্ষকে নিয়ে কাজ করলে ইতিবাচক ফল আসবে বলে তাদের প্রত্যাশা। bbox=[404, 450, 584, 518]
body-text: গত বছরের তুলনায় এ বছর পরিস্থিতির কিছুটা উন্নতি হলেও ঝুঁকি পুরোপুরি কাটেনি বলে মনে করছেন সংশ্লিষ্টরা। তাদের মতে, সঠিক তথ্য-উপাত্তের ভিত্তিতে সিদ্ধান্ত নিলে ক্ষয়ক্ষতি অনেকটাই কমিয়ে আনা সম্ভব। এ জন্য মাঠপর্যায়ে নজরদারি বাড়ানোর পরামর্শ দিয়েছেন তারা। bbox=[976, 1078, 1177, 1146]
body-text: সরেজমিনে দেখা যায়, সকাল থেকেই বিভিন্ন এলাকা থেকে মানুষ এসে ভিড় করছেন। অনেকে দীর্ঘক্ষণ অপেক্ষা করেও কাঙ্ক্ষিত সেবা না পেয়ে ফিরে গেছেন। দায়িত্বপ্রাপ্তরা বলছেন, জনবল সংকটের কারণে সেবা দিতে কিছুটা বিলম্ব হচ্ছে; শিগগিরই সমস্যার সমাধান হবে। bbox=[214, 1521, 393, 1589]
body-text: এ বিষয়ে জানতে চাইলে সংশ্লিষ্ট এক জ্যেষ্ঠ কর্মকর্তা বলেন, বিষয়টি আদালতে বিচারাধীন থাকায় এ নিয়ে বিস্তারিত মন্তব্য করা যাচ্ছে না। তবে আইন অনুযায়ী যা যা করণীয়, তার সবই করা হবে। সাধারণ মানুষের স্বার্থ রক্ষাই প্রধান অগ্রাধিকার বলে তিনি উল্লেখ করেন। bbox=[24, 1069, 203, 1137]
body-text: উল্লেখ্য, এর আগেও একাধিকবার একই ধরনের ঘটনা ঘটেছে। প্রতিবারই তদন্ত কমিটি গঠন করা হলেও প্রতিবেদন আলোর মুখ দেখেনি বলে অভিযোগ রয়েছে। এবার যথাযথ তদন্ত সাপেক্ষে দোষীদের বিরুদ্ধে দৃষ্টান্তমূলক ব্যবস্থা নেওয়ার দাবি জানিয়েছেন ভুক্তভোগীরা। bbox=[214, 841, 393, 909]
body-text: সরেজমিনে দেখা যায়, সকাল থেকেই বিভিন্ন এলাকা থেকে মানুষ এসে ভিড় করছেন। অনেকে দীর্ঘক্ষণ অপেক্ষা করেও কাঙ্ক্ষিত সেবা না পেয়ে ফিরে গেছেন। দায়িত্বপ্রাপ্তরা বলছেন, জনবল সংকটের কারণে সেবা দিতে কিছুটা বিলম্ব হচ্ছে; শিগগিরই সমস্যার সমাধান হবে। bbox=[785, 1438, 965, 1506]
body-text: বিশেষজ্ঞরা বলছেন, সমস্যার স্থায়ী সমাধানে সমন্বিত উদ্যোগ প্রয়োজন। শুধু তাৎক্ষণিক পদক্ষেপে কাজ হবে না, দীর্ঘমেয়াদি পরিকল্পনা নিতে হবে। পাশাপাশি জনসচেতনতা বাড়ানোর ওপরও গুরুত্ব দিতে হবে। সব পক্ষকে নিয়ে কাজ করলে ইতিবাচক ফল আসবে বলে তাদের প্রত্যাশা। bbox=[595, 1201, 774, 1269]
body-text: গতকাল বুধবার রাজধানীর একটি হোটেলে আয়োজিত সংবাদ সম্মেলনে এসব তথ্য জানানো হয়। সংবাদ সম্মেলনে আরও উপস্থিত ছিলেন সংগঠনের জ্যেষ্ঠ নেতারা। তারা বলেন, দাবি আদায় না হওয়া পর্যন্ত কর্মসূচি অব্যাহত থাকবে। প্রয়োজনে আরও কঠোর কর্মসূচি ঘোষণা করা হবে। bbox=[24, 327, 203, 395]
article-headline: পপুলার লাইফের bbox=[262, 80, 345, 95]
body-text: অনুষ্ঠানে প্রধান অতিথির বক্তব্যে তিনি আরও বলেন, দেশের উন্নয়নের ধারা অব্যাহত রাখতে সবাইকে ঐক্যবদ্ধভাবে কাজ করতে হবে। তরুণ প্রজন্মকে দক্ষ জনশক্তিতে পরিণত করতে শিক্ষা ও প্রশিক্ষণের ওপর জোর দেওয়া হচ্ছে। ভবিষ্যতে এ ধারা আরও বেগবান হবে। bbox=[595, 1412, 774, 1480]
body-text: এদিকে ঘটনার পর এলাকায় অতিরিক্ত পুলিশ মোতায়েন করা হয়েছে। পরিস্থিতি এখন স্বাভাবিক রয়েছে বলে জানিয়েছে স্থানীয় প্রশাসন। ক্ষতিগ্রস্তদের তালিকা তৈরির কাজ চলছে এবং দ্রুত সহায়তা দেওয়া হবে বলে আশ্বাস দেওয়া হয়েছে। bbox=[24, 468, 203, 537]
paper-brand bbox=[24, 11, 161, 51]
body-text: বিশেষজ্ঞরা বলছেন, সমস্যার স্থায়ী সমাধানে সমন্বিত উদ্যোগ প্রয়োজন। শুধু তাৎক্ষণিক পদক্ষেপে কাজ হবে না, দীর্ঘমেয়াদি পরিকল্পনা নিতে হবে। পাশাপাশি জনসচেতনতা বাড়ানোর ওপরও গুরুত্ব দিতে হবে। সব পক্ষকে নিয়ে কাজ করলে ইতিবাচক ফল আসবে বলে তাদের প্রত্যাশা। bbox=[785, 360, 965, 428]
article-headline: তারেক রহমানের বক্তব্য প্রচার bbox=[420, 1085, 568, 1101]
body-text: উল্লেখ্য, এর আগেও একাধিকবার একই ধরনের ঘটনা ঘটেছে। প্রতিবারই তদন্ত কমিটি গঠন করা হলেও প্রতিবেদন আলোর মুখ দেখেনি বলে অভিযোগ রয়েছে। এবার যথাযথ তদন্ত সাপেক্ষে দোষীদের বিরুদ্ধে দৃষ্টান্তমূলক ব্যবস্থা নেওয়ার দাবি জানিয়েছেন ভুক্তভোগীরা। bbox=[24, 1608, 203, 1676]
continued-from-label: শেষ পৃষ্ঠার পর bbox=[660, 928, 709, 939]
body-text: উল্লেখ্য, এর আগেও একাধিকবার একই ধরনের ঘটনা ঘটেছে। প্রতিবারই তদন্ত কমিটি গঠন করা হলেও প্রতিবেদন আলোর মুখ দেখেনি বলে অভিযোগ রয়েছে। এবার যথাযথ তদন্ত সাপেক্ষে দোষীদের বিরুদ্ধে দৃষ্টান্তমূলক ব্যবস্থা নেওয়ার দাবি জানিয়েছেন ভুক্তভোগীরা। bbox=[785, 1508, 965, 1576]
article-headline: ডেঙ্গুতে ১২ জনের bbox=[251, 805, 356, 821]
body-text: এ বিষয়ে জানতে চাইলে সংশ্লিষ্ট এক জ্যেষ্ঠ কর্মকর্তা বলেন, বিষয়টি আদালতে বিচারাধীন থাকায় এ নিয়ে বিস্তারিত মন্তব্য করা যাচ্ছে না। তবে আইন অনুযায়ী যা যা করণীয়, তার সবই করা হবে। সাধারণ মানুষের স্বার্থ রক্ষাই প্রধান অগ্রাধিকার বলে তিনি উল্লেখ করেন। bbox=[404, 1121, 584, 1189]
article-section bbox=[24, 548, 202, 1022]
body-text: এদিকে ঘটনার পর এলাকায় অতিরিক্ত পুলিশ মোতায়েন করা হয়েছে। পরিস্থিতি এখন স্বাভাবিক রয়েছে বলে জানিয়েছে স্থানীয় প্রশাসন। ক্ষতিগ্রস্তদের তালিকা তৈরির কাজ চলছে এবং দ্রুত সহায়তা দেওয়া হবে বলে আশ্বাস দেওয়া হয়েছে। bbox=[976, 348, 1177, 405]
continued-from-label: শেষ পৃষ্ঠার পর bbox=[89, 1053, 138, 1064]
body-text: অনুষ্ঠানে প্রধান অতিথির বক্তব্যে তিনি আরও বলেন, দেশের উন্নয়নের ধারা অব্যাহত রাখতে সবাইকে ঐক্যবদ্ধভাবে কাজ করতে হবে। তরুণ প্রজন্মকে দক্ষ জনশক্তিতে পরিণত করতে শিক্ষা ও প্রশিক্ষণের ওপর জোর দেওয়া হচ্ছে। ভবিষ্যতে এ ধারা আরও বেগবান হবে। bbox=[785, 1367, 965, 1435]
continued-from-label: শেষ পৃষ্ঠার পর bbox=[470, 1308, 519, 1319]
body-text: সংশ্লিষ্ট সূত্রে জানা গেছে, গত কয়েক দিনে পরিস্থিতির উল্লেখযোগ্য পরিবর্তন হয়েছে। বিষয়টি নিয়ে বিভিন্ন মহলে আলোচনা চলছে। সংশ্লিষ্ট কর্মকর্তারা বলছেন, নিয়ম অনুযায়ী যথাযথ প্রক্রিয়া অনুসরণ করা হচ্ছে এবং কারও বিরুদ্ধে অভিযোগ প্রমাণিত হলে ব্যবস্থা নেওয়া হবে। bbox=[214, 186, 393, 254]
body-text: তিনি বলেন, এ বিষয়ে সংশ্লিষ্ট কর্তৃপক্ষের সঙ্গে আলোচনা করে প্রয়োজনীয় ব্যবস্থা নেওয়া হবে। ইতিমধ্যে সংশ্লিষ্ট দপ্তরে চিঠি পাঠানো হয়েছে এবং তদন্ত কমিটি গঠনের প্রক্রিয়া শুরু হয়েছে। কমিটির প্রতিবেদন পাওয়ার পর পরবর্তী পদক্ষেপ নেওয়া হবে বলে জানান তিনি। bbox=[404, 935, 584, 1003]
body-text: তিনি বলেন, এ বিষয়ে সংশ্লিষ্ট কর্তৃপক্ষের সঙ্গে আলোচনা করে প্রয়োজনীয় ব্যবস্থা নেওয়া হবে। ইতিমধ্যে সংশ্লিষ্ট দপ্তরে চিঠি পাঠানো হয়েছে এবং তদন্ত কমিটি গঠনের প্রক্রিয়া শুরু হয়েছে। কমিটির প্রতিবেদন পাওয়ার পর পরবর্তী পদক্ষেপ নেওয়া হবে বলে জানান তিনি। bbox=[214, 912, 393, 980]
body-text: গত বছরের তুলনায় এ বছর পরিস্থিতির কিছুটা উন্নতি হলেও ঝুঁকি পুরোপুরি কাটেনি বলে মনে করছেন সংশ্লিষ্টরা। তাদের মতে, সঠিক তথ্য-উপাত্তের ভিত্তিতে সিদ্ধান্ত নিলে ক্ষয়ক্ষতি অনেকটাই কমিয়ে আনা সম্ভব। এ জন্য মাঠপর্যায়ে নজরদারি বাড়ানোর পরামর্শ দিয়েছেন তারা। bbox=[595, 1342, 774, 1410]
body-text: এদিকে ঘটনার পর এলাকায় অতিরিক্ত পুলিশ মোতায়েন করা হয়েছে। পরিস্থিতি এখন স্বাভাবিক রয়েছে বলে জানিয়েছে স্থানীয় প্রশাসন। ক্ষতিগ্রস্তদের তালিকা তৈরির কাজ চলছে এবং দ্রুত সহায়তা দেওয়া হবে বলে আশ্বাস দেওয়া হয়েছে। bbox=[214, 514, 393, 582]
body-text: সরেজমিনে দেখা যায়, সকাল থেকেই বিভিন্ন এলাকা থেকে মানুষ এসে ভিড় করছেন। অনেকে দীর্ঘক্ষণ অপেক্ষা করেও কাঙ্ক্ষিত সেবা না পেয়ে ফিরে গেছেন। দায়িত্বপ্রাপ্তরা বলছেন, জনবল সংকটের কারণে সেবা দিতে কিছুটা বিলম্ব হচ্ছে; শিগগিরই সমস্যার সমাধান হবে। bbox=[404, 1651, 584, 1719]
body-text: এ বিষয়ে জানতে চাইলে সংশ্লিষ্ট এক জ্যেষ্ঠ কর্মকর্তা বলেন, বিষয়টি আদালতে বিচারাধীন থাকায় এ নিয়ে বিস্তারিত মন্তব্য করা যাচ্ছে না। তবে আইন অনুযায়ী যা যা করণীয়, তার সবই করা হবে। সাধারণ মানুষের স্বার্থ রক্ষাই প্রধান অগ্রাধিকার বলে তিনি উল্লেখ করেন। bbox=[214, 1053, 393, 1121]
body-text: অনুষ্ঠানে প্রধান অতিথির বক্তব্যে তিনি আরও বলেন, দেশের উন্নয়নের ধারা অব্যাহত রাখতে সবাইকে ঐক্যবদ্ধভাবে কাজ করতে হবে। তরুণ প্রজন্মকে দক্ষ জনশক্তিতে পরিণত করতে শিক্ষা ও প্রশিক্ষণের ওপর জোর দেওয়া হচ্ছে। ভবিষ্যতে এ ধারা আরও বেগবান হবে। bbox=[24, 1467, 203, 1535]
continued-from-label: শেষ পৃষ্ঠার পর bbox=[470, 1105, 519, 1116]
article-headline: সম্রাটের বিদেশ যাওয়া ঠেকাতে bbox=[37, 80, 190, 95]
body-text: উল্লেখ্য, এর আগেও একাধিকবার একই ধরনের ঘটনা ঘটেছে। প্রতিবারই তদন্ত কমিটি গঠন করা হলেও প্রতিবেদন আলোর মুখ দেখেনি বলে অভিযোগ রয়েছে। এবার যথাযথ তদন্ত সাপেক্ষে দোষীদের বিরুদ্ধে দৃষ্টান্তমূলক ব্যবস্থা নেওয়ার দাবি জানিয়েছেন ভুক্তভোগীরা। bbox=[595, 758, 774, 826]
continued-from-label: শেষ পৃষ্ঠার পর bbox=[660, 671, 709, 682]
paper-name: দেশ প্রতিক্ষণ bbox=[24, 21, 161, 52]
article-section bbox=[24, 1219, 202, 1676]
body-text: বিশেষজ্ঞরা বলছেন, সমস্যার স্থায়ী সমাধানে সমন্বিত উদ্যোগ প্রয়োজন। শুধু তাৎক্ষণিক পদক্ষেপে কাজ হবে না, দীর্ঘমেয়াদি পরিকল্পনা নিতে হবে। পাশাপাশি জনসচেতনতা বাড়ানোর ওপরও গুরুত্ব দিতে হবে। সব পক্ষকে নিয়ে কাজ করলে ইতিবাচক ফল আসবে বলে তাদের প্রত্যাশা। bbox=[976, 278, 1177, 346]
